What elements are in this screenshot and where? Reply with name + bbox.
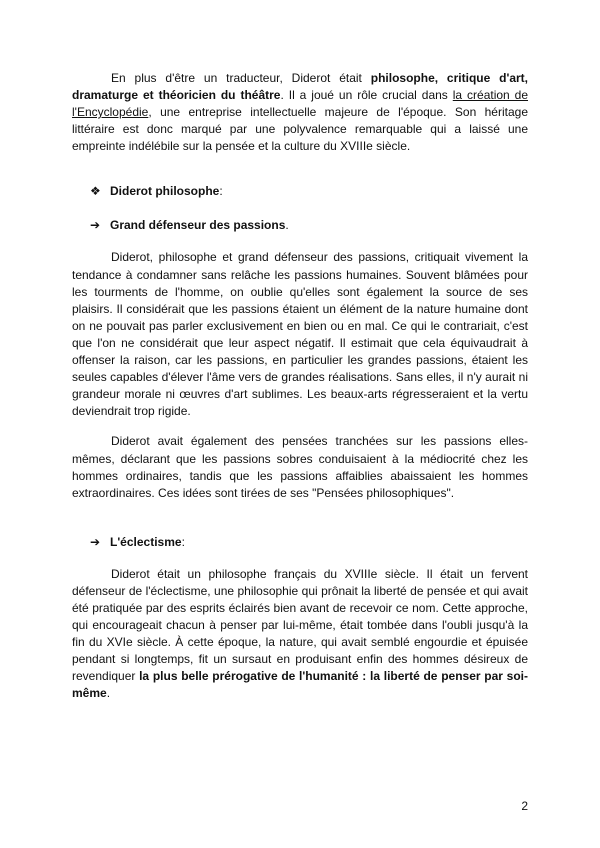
paragraph-pensees: Diderot avait également des pensées tranchées sur les passions elles-mêmes, déclarant que les passions sobres conduisaient à la médiocrité chez les hommes ordinaires, tandis que les passions affaiblies abaissaient les hommes extraordinaires. Ces idées sont tirées de ses "Pensées philosophiques".: [72, 434, 528, 500]
section-title-suffix: :: [219, 184, 223, 199]
encyclopedie-underlined: la création de l'Encyclopédie: [72, 88, 529, 120]
paragraph-eclectisme: [72, 566, 528, 703]
eclectisme-text-2: .: [106, 686, 111, 701]
subheading-eclectisme: [90, 534, 528, 551]
section-heading-diderot-philosophe: [90, 183, 528, 200]
arrow-bullet-icon: ➔: [90, 218, 101, 233]
section-title: Diderot philosophe: [110, 184, 220, 199]
eclectisme-text-1: Diderot était un philosophe français du XVIIIe siècle. Il était un fervent défenseur de l'éclectisme, une philosophie qui prônait la liberté de pensée et qui avait été pratiquée par des esprits éclairés bien avant de recevoir ce nom. Cette approche, qui encourageait chacun à penser par lui-même, était tombée dans l'oubli jusqu'à la fin du XVIe siècle. À cette époque, la nature, qui avait semblé engourdie et épuisée pendant si longtemps, fit un sursaut en produisant enfin des hommes désireux de revendiquer: [72, 566, 528, 684]
diamond-bullet-icon: ❖: [90, 184, 101, 199]
subheading-suffix: .: [285, 218, 289, 233]
intro-text-2: . Il a joué un rôle crucial dans: [280, 88, 453, 103]
page-number: 2: [521, 799, 528, 813]
intro-text-3: , une entreprise intellectuelle majeure de l'époque. Son héritage littéraire est donc marqué par une polyvalence remarquable qui a laissé une empreinte indélébile sur la pensée et la culture du XVIIIe siècle.: [72, 105, 528, 154]
subheading-suffix: :: [181, 534, 185, 549]
arrow-bullet-icon: ➔: [90, 534, 101, 549]
intro-paragraph: [72, 70, 528, 155]
paragraph-passions: Diderot, philosophe et grand défenseur des passions, critiquait vivement la tendance à condamner sans relâche les passions humaines. Souvent blâmées pour les tourments de l'homme, on oublie qu'elles sont également la source de ses plaisirs. Il considérait que les passions étaient un élément de la nature humaine dont on ne pouvait pas parler exclusivement en bien ou en mal. Ce qui le contrariait, c'est que l'on ne considérait que leur aspect négatif. Il estimait que cela équivaudrait à offenser la raison, car les passions, en particulier les grandes passions, étaient les seules capables d'élever l'âme vers de grandes réalisations. Sans elles, il n'y aurait ni grandeur morale ni œuvres d'art sublimes. Les beaux-arts régresseraient et la vertu deviendrait trop rigide.: [72, 250, 528, 419]
intro-text-1: En plus d'être un traducteur, Diderot était: [111, 71, 371, 85]
subheading-title: L'éclectisme: [110, 534, 182, 549]
subheading-passions: [90, 217, 528, 234]
page-content: [72, 70, 528, 703]
eclectisme-bold: la plus belle prérogative de l'humanité : la liberté de penser par soi-même: [72, 669, 528, 701]
subheading-title: Grand défenseur des passions: [110, 218, 286, 233]
intro-bold-roles: philosophe, critique d'art, dramaturge et théoricien du théâtre: [72, 71, 528, 103]
